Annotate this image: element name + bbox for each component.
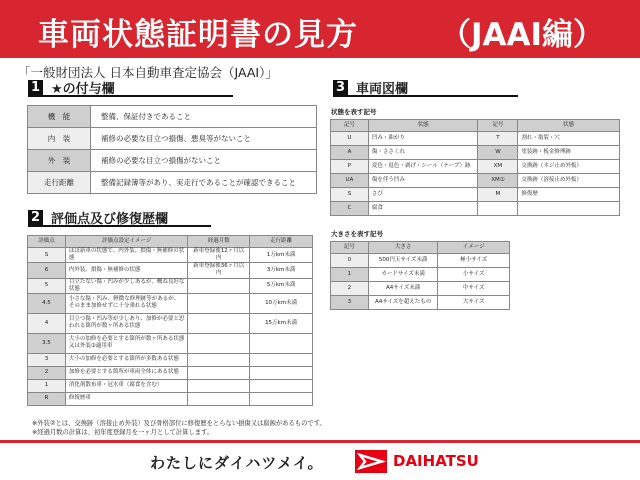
table-cell: 4 <box>28 313 66 333</box>
table-cell: 消化剤散布車・冠水車（腐食を含む） <box>65 379 188 392</box>
star-table <box>27 105 317 194</box>
table-row <box>28 333 313 353</box>
table-cell: W <box>478 146 518 160</box>
table-cell: 中サイズ <box>438 282 510 296</box>
table-cell: イメージ <box>438 242 510 254</box>
table-cell: 1 <box>28 379 66 392</box>
table-cell: 目立たない傷・凹みが少しあるが、概ね良好な状態 <box>65 278 188 293</box>
table-cell: 5 <box>28 278 66 293</box>
table-cell <box>188 366 250 379</box>
table-cell: 3.5 <box>28 333 66 353</box>
table-cell: 記号 <box>331 120 369 132</box>
table-cell: カードサイズ未満 <box>368 268 438 282</box>
table-cell <box>478 202 518 216</box>
table-cell: A4サイズ未満 <box>368 282 438 296</box>
section-number: 3 <box>333 80 348 95</box>
table-cell: 2 <box>28 366 66 379</box>
table-cell: 交換跡（ネジ止め外板） <box>518 160 620 174</box>
table-cell: 大小の加修を必要とする箇所が数ヶ所ある状態又は外装②適用車 <box>65 333 188 353</box>
note: ※経過月数の計算は、初年度登録月を一ヶ月として計算します。 <box>32 429 214 436</box>
table-row <box>28 150 317 172</box>
table-cell <box>188 333 250 353</box>
table-row <box>331 188 620 202</box>
table-cell: 腐食 <box>368 202 478 216</box>
table-row <box>331 254 510 268</box>
section-title: ★の付与欄 <box>51 82 115 97</box>
table-cell: 大小の加修を必要とする箇所が多数ある状態 <box>65 353 188 366</box>
table-cell: C <box>331 202 369 216</box>
note: ※外装②とは、交換跡（溶接止め外装）及び骨格部位に修復歴をとらない損傷又は腐蝕があるものです。 <box>32 420 326 427</box>
size-symbol-table <box>330 241 510 310</box>
table-cell: 交換跡（溶接止め外板） <box>518 174 620 188</box>
table-cell: 補修の必要な目立つ損傷、悪臭等がないこと <box>91 128 317 150</box>
state-label: 状態を表す記号 <box>331 108 377 116</box>
table-cell: 新車登録後36ヶ月以内 <box>188 263 250 278</box>
table-row <box>331 282 510 296</box>
table-cell: 走行距離 <box>250 236 313 248</box>
table-cell: 極小サイズ <box>438 254 510 268</box>
table-cell: P <box>331 160 369 174</box>
table-cell: 15万km未満 <box>250 313 313 333</box>
section-number: 1 <box>28 80 43 95</box>
table-cell: UA <box>331 174 369 188</box>
table-cell: 補修の必要な目立つ損傷がないこと <box>91 150 317 172</box>
state-symbol-table <box>330 119 620 216</box>
table-cell: 状態 <box>518 120 620 132</box>
table-cell: さび <box>368 188 478 202</box>
table-cell: XM <box>478 160 518 174</box>
table-cell: S <box>28 248 66 263</box>
table-cell: 変色・退色・剥げ・シール（テープ）跡 <box>368 160 478 174</box>
table-cell: 割れ・亀裂・穴 <box>518 132 620 146</box>
table-row <box>28 353 313 366</box>
table-cell: 傷を伴う凹み <box>368 174 478 188</box>
section-title: 車両図欄 <box>356 82 409 97</box>
table-row <box>331 174 620 188</box>
table-row <box>331 146 620 160</box>
table-cell: 1万km未満 <box>250 248 313 263</box>
table-cell: 整備記録簿等があり、実走行であることが確認できること <box>91 172 317 194</box>
table-row <box>28 263 313 278</box>
table-row <box>331 268 510 282</box>
table-row <box>28 106 317 128</box>
table-cell: 3 <box>331 296 369 310</box>
table-cell: U <box>331 132 369 146</box>
table-cell <box>250 366 313 379</box>
table-cell: 内 装 <box>28 128 91 150</box>
table-cell: 記号 <box>478 120 518 132</box>
table-cell: 2 <box>331 282 369 296</box>
table-cell: 経過月数 <box>188 236 250 248</box>
table-row <box>28 278 313 293</box>
daihatsu-logo-icon <box>355 450 387 473</box>
table-row <box>331 132 620 146</box>
table-cell: 1 <box>331 268 369 282</box>
section-title: 評価点及び修復歴欄 <box>51 212 169 227</box>
table-cell: 傷・ささくれ <box>368 146 478 160</box>
page-title: 車両状態証明書の見方 <box>38 17 358 53</box>
table-row <box>28 128 317 150</box>
table-cell: 内外装、損傷・無補修の状態 <box>65 263 188 278</box>
table-cell <box>188 293 250 313</box>
table-cell: 0 <box>331 254 369 268</box>
table-row <box>28 366 313 379</box>
table-cell <box>250 379 313 392</box>
table-cell: 500円玉サイズ未満 <box>368 254 438 268</box>
table-cell <box>250 353 313 366</box>
table-cell: 目立つ傷・凹み等が少しあり、加修が必要と思われる箇所が数ヶ所ある状態 <box>65 313 188 333</box>
brand-name: DAIHATSU <box>393 452 479 470</box>
table-cell: 小さな傷・凹み、軽微な修理跡等があるが、そのまま加修せずに十分乗れる状態 <box>65 293 188 313</box>
table-cell: 3万km未満 <box>250 263 313 278</box>
table-cell <box>518 202 620 216</box>
table-row <box>331 296 510 310</box>
organization-name: 「一般財団法人 日本自動車査定協会（JAAI）」 <box>18 65 278 80</box>
table-row <box>331 160 620 174</box>
table-row <box>28 313 313 333</box>
table-cell: 走行距離 <box>28 172 91 194</box>
table-cell: A <box>331 146 369 160</box>
table-cell: 外 装 <box>28 150 91 172</box>
table-cell: 小サイズ <box>438 268 510 282</box>
table-cell: XM② <box>478 174 518 188</box>
table-cell: 修復歴 <box>518 188 620 202</box>
table-row <box>28 392 313 405</box>
section3-heading <box>333 80 518 97</box>
table-header-row <box>331 120 620 132</box>
table-cell: 加修を必要とする箇所が車両全体にある状態 <box>65 366 188 379</box>
table-row <box>28 379 313 392</box>
table-cell: 評価点設定イメージ <box>65 236 188 248</box>
table-cell: 整備、保証付きであること <box>91 106 317 128</box>
section2-heading <box>28 210 211 227</box>
section-number: 2 <box>28 210 43 225</box>
table-cell <box>188 392 250 405</box>
table-cell: 大きさ <box>368 242 438 254</box>
slogan-logo: わたしにダイハツメイ。 <box>150 454 324 472</box>
table-cell <box>188 278 250 293</box>
table-cell <box>188 379 250 392</box>
table-cell <box>188 313 250 333</box>
table-cell: 記号 <box>331 242 369 254</box>
table-cell: ほぼ新車の状態で、内外装、損傷・無補修の状態 <box>65 248 188 263</box>
table-cell: A4サイズを超えたもの <box>368 296 438 310</box>
table-cell: 3 <box>28 353 66 366</box>
table-cell: 機 能 <box>28 106 91 128</box>
table-cell: S <box>331 188 369 202</box>
table-header-row <box>28 236 313 248</box>
table-cell: 大サイズ <box>438 296 510 310</box>
section1-heading <box>28 80 233 97</box>
table-row <box>331 202 620 216</box>
table-cell: T <box>478 132 518 146</box>
table-cell: 塗装跡・板金修理跡 <box>518 146 620 160</box>
table-cell: 新車登録後12ヶ月以内 <box>188 248 250 263</box>
size-label: 大きさを表す記号 <box>331 230 383 238</box>
table-row <box>28 172 317 194</box>
table-row <box>28 248 313 263</box>
table-cell: 状態 <box>368 120 478 132</box>
divider <box>0 440 640 443</box>
table-cell <box>188 353 250 366</box>
table-header-row <box>331 242 510 254</box>
table-cell: 10万km未満 <box>250 293 313 313</box>
table-cell: 6 <box>28 263 66 278</box>
page-subtitle: （JAAI編） <box>440 17 605 53</box>
table-cell: 修復歴車 <box>65 392 188 405</box>
grade-table <box>27 235 313 406</box>
table-cell: 評価点 <box>28 236 66 248</box>
table-cell: 4.5 <box>28 293 66 313</box>
table-cell: 凹み・曲がり <box>368 132 478 146</box>
table-cell <box>250 392 313 405</box>
table-cell: 5万km未満 <box>250 278 313 293</box>
table-cell: R <box>28 392 66 405</box>
table-row <box>28 293 313 313</box>
table-cell <box>250 333 313 353</box>
table-cell: M <box>478 188 518 202</box>
